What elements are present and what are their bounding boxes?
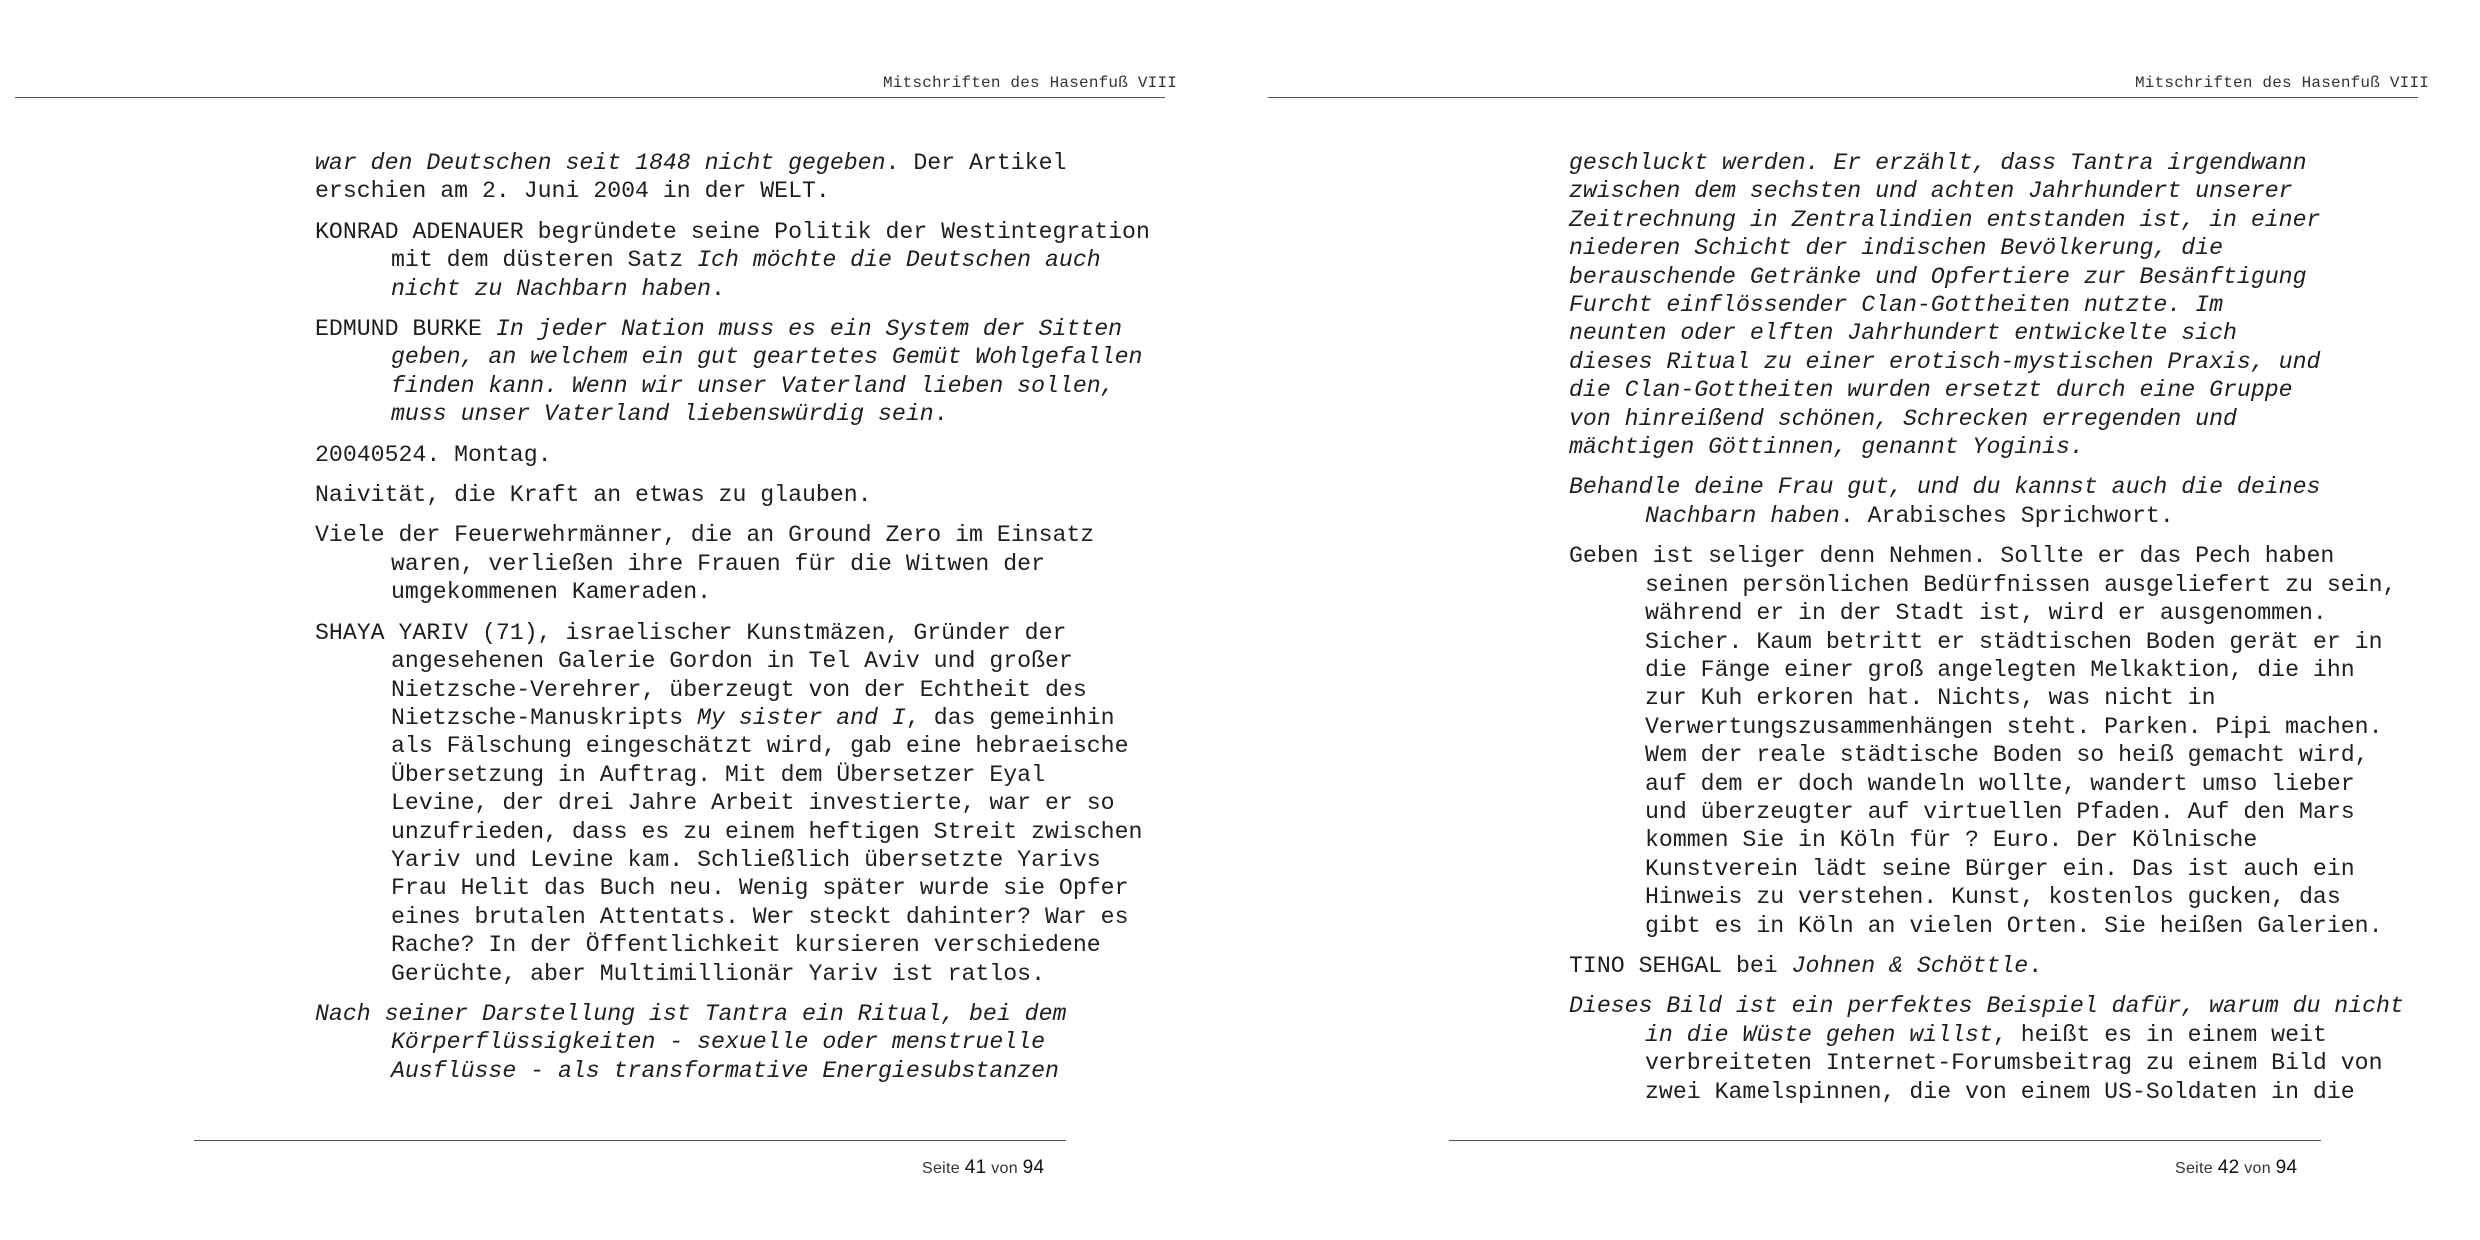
italic-quote: Johnen & Schöttle bbox=[1791, 952, 2029, 979]
page-footer bbox=[2175, 1157, 2297, 1179]
footer-page-total: 94 bbox=[2275, 1157, 2298, 1178]
footer-rule bbox=[194, 1140, 1066, 1141]
italic-quote: Nach seiner Darstellung ist Tantra ein Ritual, bei dem Körperflüssigkeiten - sexuelle oder menstruelle Ausflüsse - als transformative Energiesubstanzen bbox=[315, 1000, 1067, 1084]
footer-page-total: 94 bbox=[1022, 1157, 1045, 1178]
text-run: . bbox=[2028, 952, 2043, 979]
italic-quote: In jeder Nation muss es ein System der Sitten geben, an welchem ein gut geartetes Gemüt Wohlgefallen finden kann. Wenn wir unser Vaterland lieben sollen, muss unser Vaterland liebenswürdig sein bbox=[391, 316, 1143, 428]
text-run: , heißt es in einem weit verbreiteten Internet-Forumsbeitrag zu einem Bild von zwei Kamelspinnen, die von einem US-Soldaten in die bbox=[1645, 1021, 2383, 1105]
text-entry bbox=[315, 481, 1165, 509]
text-run: Viele der Feuerwehrmänner, die an Ground Zero im Einsatz waren, verließen ihre Frauen für die Witwen der umgekommenen Kameraden. bbox=[315, 522, 1095, 606]
text-run: EDMUND BURKE bbox=[315, 316, 496, 343]
continued-entry bbox=[315, 149, 1165, 206]
page-footer bbox=[922, 1157, 1044, 1179]
text-run: 20040524. Montag. bbox=[315, 441, 552, 468]
italic-quote: My sister and I bbox=[697, 704, 906, 731]
running-head: Mitschriften des Hasenfuß VIII bbox=[2135, 74, 2430, 92]
footer-separator: von bbox=[991, 1160, 1018, 1177]
text-entry bbox=[315, 1000, 1165, 1085]
text-entry bbox=[1569, 952, 2449, 980]
footer-page-number: 42 bbox=[2217, 1157, 2240, 1178]
text-entry bbox=[1569, 992, 2449, 1106]
text-run: . Arabisches Sprichwort. bbox=[1839, 502, 2174, 529]
footer-separator: von bbox=[2244, 1160, 2271, 1177]
footer-page-number: 41 bbox=[964, 1157, 987, 1178]
page-right bbox=[1255, 0, 2480, 1240]
text-run: TINO SEHGAL bei bbox=[1569, 952, 1792, 979]
header-rule bbox=[1268, 97, 2418, 98]
italic-quote: Behandle deine Frau gut, und du kannst auch die deines Nachbarn haben bbox=[1569, 474, 2321, 529]
footer-prefix: Seite bbox=[2175, 1160, 2213, 1177]
text-run: . bbox=[711, 275, 725, 302]
text-entry bbox=[315, 218, 1165, 303]
text-run: . Der Artikel erschien am 2. Juni 2004 in der WELT. bbox=[315, 150, 1067, 205]
header-rule bbox=[15, 97, 1165, 98]
text-entry bbox=[315, 619, 1165, 988]
text-entry bbox=[315, 315, 1165, 429]
text-run: KONRAD ADENAUER begründete seine Politik der Westintegration mit dem düsteren Satz bbox=[315, 218, 1150, 274]
text-run: , das gemeinhin als Fälschung eingeschätzt wird, gab eine hebraeische Übersetzung in Auftrag. Mit dem Übersetzer Eyal Levine, der drei Jahre Arbeit investierte, war er so unzufrieden, dass es zu einem heftigen Streit zwischen Yariv und Levine kam. Schließlich übersetzte Yarivs Frau Helit das Buch neu. Wenig später wurde sie Opfer eines brutalen Attentats. Wer steckt dahinter? War es Rache? In der Öffentlichkeit kursieren verschiedene Gerüchte, aber Multimillionär Yariv ist ratlos. bbox=[391, 704, 1143, 987]
footer-prefix: Seite bbox=[922, 1160, 960, 1177]
text-entry bbox=[315, 441, 1165, 469]
text-run: SHAYA YARIV (71), israelischer Kunstmäzen, Gründer der angesehenen Galerie Gordon in Tel Aviv und großer Nietzsche-Verehrer, überzeugt von der Echtheit des Nietzsche-Manuskripts bbox=[315, 619, 1087, 731]
footer-rule bbox=[1449, 1140, 2321, 1141]
text-entry bbox=[1569, 473, 2449, 530]
italic-quote: Dieses Bild ist ein perfektes Beispiel dafür, warum du nicht in die Wüste gehen willst bbox=[1569, 993, 2404, 1048]
text-run: Naivität, die Kraft an etwas zu glauben. bbox=[315, 482, 872, 509]
text-run: . bbox=[933, 401, 948, 428]
page-body bbox=[1569, 149, 2449, 1118]
text-entry bbox=[1569, 542, 2449, 940]
text-run: Geben ist seliger denn Nehmen. Sollte er das Pech haben seinen persönlichen Bedürfnissen ausgeliefert zu sein, während er in der Stadt ist, wird er ausgenommen. Sicher. Kaum betritt er städtischen Boden gerät er in die Fänge einer groß angelegten Melkaktion, die ihn zur Kuh erkoren hat. Nichts, was nicht in Verwertungszusammenhängen steht. Parken. Pipi machen. Wem der reale städtische Boden so heiß gemacht wird, auf dem er doch wandeln wollte, wandert umso lieber und überzeugter auf virtuellen Pfaden. Auf den Mars kommen Sie in Köln für ? Euro. Der Kölnische Kunstverein lädt seine Bürger ein. Das ist auch ein Hinweis zu verstehen. Kunst, kostenlos gucken, das gibt es in Köln an vielen Orten. Sie heißen Galerien. bbox=[1569, 543, 2397, 939]
text-entry bbox=[315, 521, 1165, 606]
italic-quote: geschluckt werden. Er erzählt, dass Tantra irgendwann zwischen dem sechsten und achten Jahrhundert unserer Zeitrechnung in Zentralindien entstanden ist, in einer niederen Schicht der indischen Bevölkerung, die berauschende Getränke und Opfertiere zur Besänftigung Furcht einflössender Clan-Gottheiten nutzte. Im neunten oder elften Jahrhundert entwickelte sich dieses Ritual zu einer erotisch-mystischen Praxis, und die Clan-Gottheiten wurden ersetzt durch eine Gruppe von hinreißend schönen, Schrecken erregenden und mächtigen Göttinnen, genannt Yoginis. bbox=[1569, 150, 2321, 461]
italic-quote: Ich möchte die Deutschen auch nicht zu Nachbarn haben bbox=[391, 247, 1101, 302]
page-body bbox=[315, 149, 1165, 1097]
italic-quote: war den Deutschen seit 1848 nicht gegeben bbox=[315, 150, 886, 176]
continued-entry bbox=[1569, 149, 2449, 461]
running-head: Mitschriften des Hasenfuß VIII bbox=[883, 74, 1178, 92]
